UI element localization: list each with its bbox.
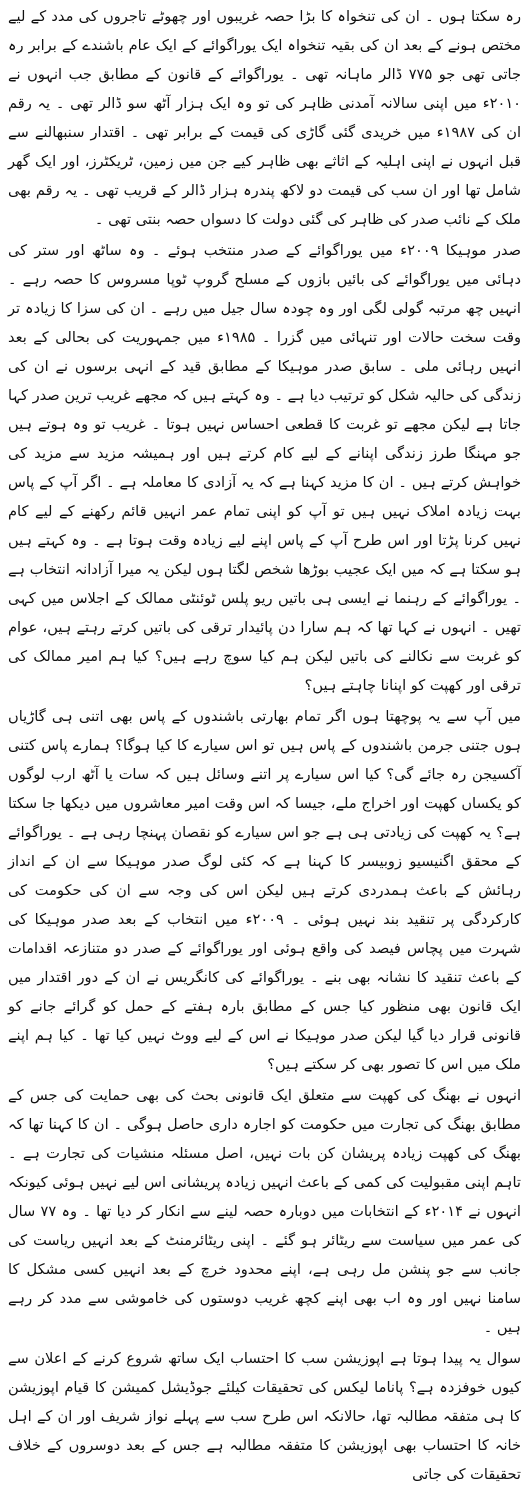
paragraph-2: صدر موہیکا ۲۰۰۹ء میں یوراگوائے کے صدر منتخب ہوئے ۔ وہ ساٹھ اور ستر کی دہائی میں یوراگوائے کی بائیں بازوں کے مسلح گروپ ٹوپا مسروس کا حصہ رہے ۔ انہیں چھ مرتبہ گولی لگی اور وہ چودہ سال جیل میں رہے ۔ ان کی سزا کا زیادہ تر وقت سخت حالات اور تنہائی میں گزرا ۔ ۱۹۸۵ء میں جمہوریت کی بحالی کے بعد انہیں رہائی ملی ۔ سابق صدر موہیکا کے مطابق قید کے انہی برسوں نے ان کی زندگی کی حالیہ شکل کو ترتیب دیا ہے ۔ وہ کہتے ہیں کہ مجھے غریب ترین صدر کہا جاتا ہے لیکن مجھے تو غربت کا قطعی احساس نہیں ہوتا ۔ غریب تو وہ ہوتے ہیں جو مہنگا طرز زندگی اپنانے کے لیے کام کرتے ہیں اور ہمیشہ مزید سے مزید کی خواہش کرتے ہیں ۔ ان کا مزید کہنا ہے کہ یہ آزادی کا معاملہ ہے ۔ اگر آپ کے پاس بہت زیادہ املاک نہیں ہیں تو آپ کو اپنی تمام عمر انہیں قائم رکھنے کے لیے کام نہیں کرنا پڑتا اور اس طرح آپ کے پاس اپنے لیے زیادہ وقت ہوتا ہے ۔ وہ کہتے ہیں ہو سکتا ہے کہ میں ایک عجیب بوڑھا شخص لگتا ہوں لیکن یہ میرا آزادانہ انتخاب ہے ۔ یوراگوائے کے رہنما نے ایسی ہی باتیں ریو پلس ٹوئنٹی ممالک کے اجلاس میں کہی تھیں ۔ انہوں نے کہا تھا کہ ہم سارا دن پائیدار ترقی کی باتیں کرتے رہتے ہیں، عوام کو غربت سے نکالنے کی باتیں لیکن ہم کیا سوچ رہے ہیں؟ کیا ہم امیر ممالک کی ترقی اور کھپت کو اپنانا چاہتے ہیں؟ [8, 242, 521, 694]
paragraph-1: رہ سکتا ہوں ۔ ان کی تنخواہ کا بڑا حصہ غریبوں اور چھوٹے تاجروں کی مدد کے لیے مختص ہونے کے بعد ان کی بقیہ تنخواہ ایک یوراگوائے کے ایک عام باشندے کے برابر رہ جاتی تھی جو ۷۷۵ ڈالر ماہانہ تھی ۔ یوراگوائے کے قانون کے مطابق جب انہوں نے ۲۰۱۰ء میں اپنی سالانہ آمدنی ظاہر کی تو وہ ایک ہزار آٹھ سو ڈالر تھی ۔ یہ رقم ان کی ۱۹۸۷ء میں خریدی گئی گاڑی کی قیمت کے برابر تھی ۔ اقتدار سنبھالنے سے قبل انہوں نے اپنی اہلیہ کے اثاثے بھی ظاہر کیے جن میں زمین، ٹریکٹرز، اور ایک گھر شامل تھا اور ان سب کی قیمت دو لاکھ پندرہ ہزار ڈالر کے قریب تھی ۔ یہ رقم بھی ملک کے نائب صدر کی ظاہر کی گئی دولت کا دسواں حصہ بنتی تھی ۔ [8, 8, 521, 228]
paragraph-4: انہوں نے بھنگ کی کھپت سے متعلق ایک قانونی بحث کی بھی حمایت کی جس کے مطابق بھنگ کی تجارت میں حکومت کو اجارہ داری حاصل ہوگی ۔ ان کا کہنا تھا کہ بھنگ کی کھپت زیادہ پریشان کن بات نہیں، اصل مسئلہ منشیات کی تجارت ہے ۔ تاہم اپنی مقبولیت کی کمی کے باعث انہیں زیادہ پریشانی اس لیے نہیں ہوئی کیونکہ انہوں نے ۲۰۱۴ء کے انتخابات میں دوبارہ حصہ لینے سے انکار کر دیا تھا ۔ وہ ۷۷ سال کی عمر میں سیاست سے ریٹائر ہو گئے ۔ اپنی ریٹائرمنٹ کے بعد انہیں ریاست کی جانب سے جو پنشن مل رہی ہے، اپنے محدود خرچ کے بعد انہیں کسی مشکل کا سامنا نہیں اور وہ اب بھی اپنے کچھ غریب دوستوں کی خاموشی سے مدد کر رہے ہیں ۔ [8, 1087, 521, 1336]
paragraph-5: سوال یہ پیدا ہوتا ہے اپوزیشن سب کا احتساب ایک ساتھ شروع کرنے کے اعلان سے کیوں خوفزدہ ہے؟ پاناما لیکس کی تحقیقات کیلئے جوڈیشل کمیشن کا قیام اپوزیشن کا ہی متفقہ مطالبہ تھا، حالانکہ اس طرح سب سے پہلے نواز شریف اور ان کے اہل خانہ کا احتساب بھی اپوزیشن کا متفقہ مطالبہ ہے جس کے بعد دوسروں کے خلاف تحقیقات کی جاتی [8, 1350, 521, 1483]
paragraph-3: میں آپ سے یہ پوچھتا ہوں اگر تمام بھارتی باشندوں کے پاس بھی اتنی ہی گاڑیاں ہوں جتنی جرمن باشندوں کے پاس ہیں تو اس سیارے کا کیا ہوگا؟ ہمارے پاس کتنی آکسیجن رہ جائے گی؟ کیا اس سیارے پر اتنے وسائل ہیں کہ سات یا آٹھ ارب لوگوں کو یکساں کھپت اور اخراج ملے، جیسا کہ اس وقت امیر معاشروں میں دیکھا جا سکتا ہے؟ یہ کھپت کی زیادتی ہی ہے جو اس سیارے کو نقصان پہنچا رہی ہے ۔ یوراگوائے کے محقق اگنیسیو زوبیسر کا کہنا ہے کہ کئی لوگ صدر موہیکا سے ان کے انداز رہائش کے باعث ہمدردی کرتے ہیں لیکن اس کی وجہ سے ان کی حکومت کی کارکردگی پر تنقید بند نہیں ہوئی ۔ ۲۰۰۹ء میں انتخاب کے بعد صدر موہیکا کی شہرت میں پچاس فیصد کی واقع ہوئی اور یوراگوائے کے صدر دو متنازعہ اقدامات کے باعث تنقید کا نشانہ بھی بنے ۔ یوراگوائے کی کانگریس نے ان کے دور اقتدار میں ایک قانون بھی منظور کیا جس کے مطابق بارہ ہفتے کے حمل کو گرائے جانے کو قانونی قرار دیا گیا لیکن صدر موہیکا نے اس کے لیے ووٹ نہیں کیا تھا ۔ کیا ہم اپنے ملک میں اس کا تصور بھی کر سکتے ہیں؟ [8, 708, 521, 1073]
